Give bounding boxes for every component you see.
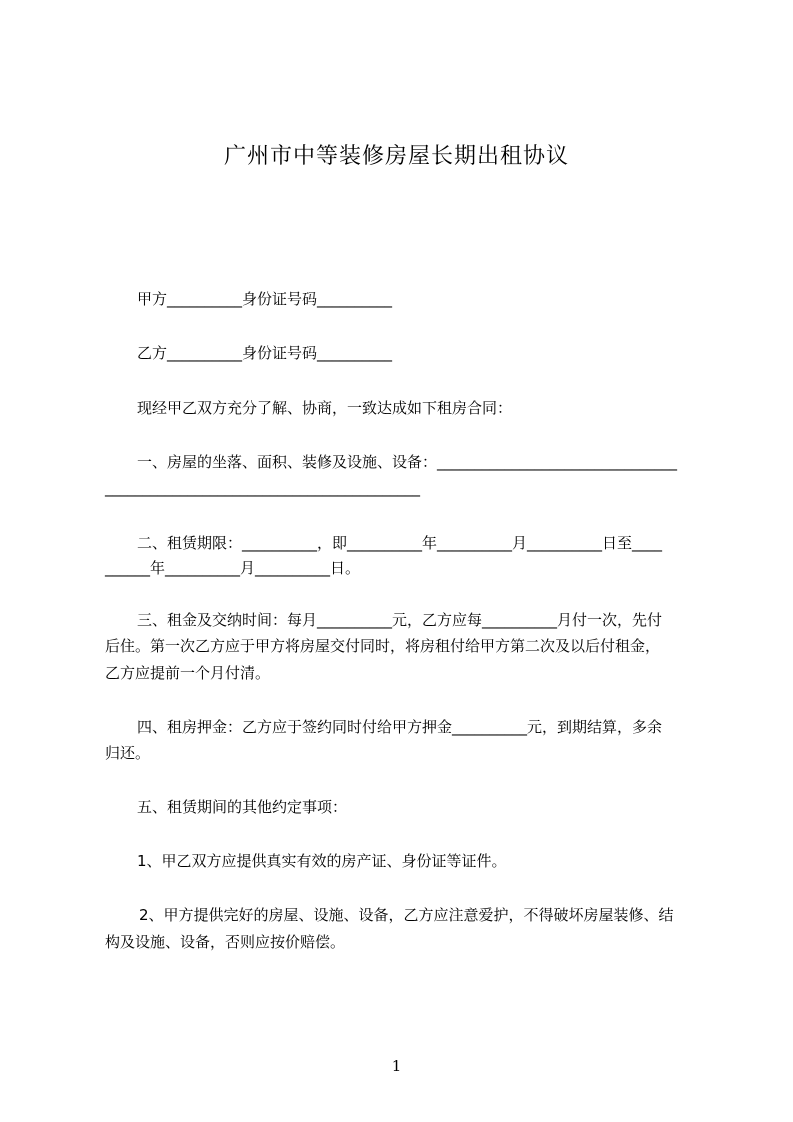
document-title: 广州市中等装修房屋长期出租协议 — [223, 144, 569, 169]
clause-4-line-2: 归还。 — [105, 744, 151, 762]
clause-3-line-1: 三、租金及交纳时间：每月__________元，乙方应每__________月付一次，先付 — [137, 611, 663, 629]
item-2-line-2: 构及设施、设备，否则应按价赔偿。 — [105, 933, 346, 951]
clause-4-line-1: 四、租房押金：乙方应于签约同时付给甲方押金__________元，到期结算，多余 — [137, 718, 663, 736]
clause-1-line-2: __________________________________________ — [105, 479, 420, 497]
party-a-line: 甲方__________身份证号码__________ — [137, 290, 393, 308]
clause-3-line-3: 乙方应提前一个月付清。 — [105, 664, 271, 682]
item-1-line: 1、甲乙双方应提供真实有效的房产证、身份证等证件。 — [137, 852, 507, 870]
party-b-line: 乙方__________身份证号码__________ — [137, 344, 393, 362]
clause-3-line-2: 后住。第一次乙方应于甲方将房屋交付同时，将房租付给甲方第二次及以后付租金， — [105, 637, 661, 655]
clause-1-line-1: 一、房屋的坐落、面积、装修及设施、设备：________________________________ — [137, 453, 678, 471]
clause-5-heading: 五、租赁期间的其他约定事项： — [137, 798, 348, 816]
item-2-line-1: 2、甲方提供完好的房屋、设施、设备，乙方应注意爱护，不得破坏房屋装修、结 — [139, 906, 674, 924]
preamble-line: 现经甲乙双方充分了解、协商，一致达成如下租房合同： — [137, 399, 513, 417]
clause-2-line-2: ______年__________月__________日。 — [105, 559, 361, 577]
page-number: 1 — [391, 1057, 402, 1075]
clause-2-line-1: 二、租赁期限：__________，即__________年__________月__________日至____ — [137, 534, 663, 552]
